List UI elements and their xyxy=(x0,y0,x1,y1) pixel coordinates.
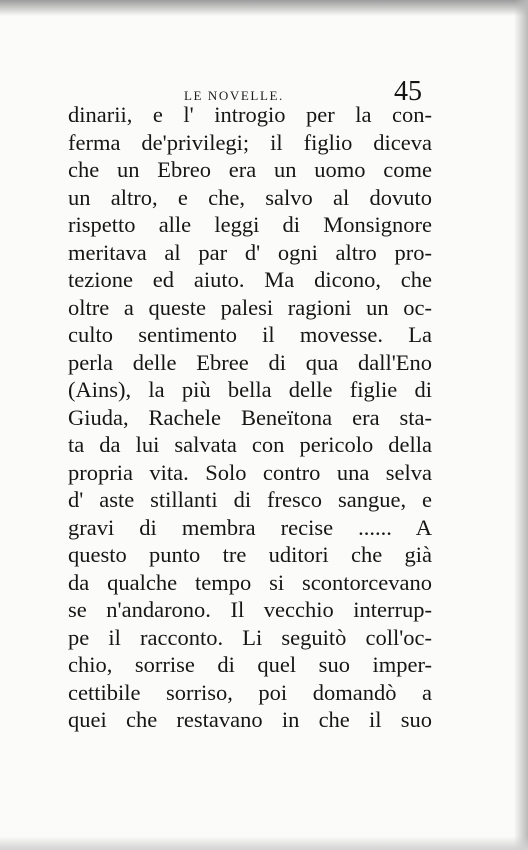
text-line: d' aste stillanti di fresco sangue, e xyxy=(68,487,432,512)
scan-shadow-right xyxy=(514,0,528,850)
text-line: propria vita. Solo contro una selva xyxy=(68,459,432,485)
text-line: che un Ebreo era un uomo come xyxy=(68,157,432,182)
text-line: quei che restavano in che il suo xyxy=(68,707,432,732)
text-line: rispetto alle leggi di Monsignore xyxy=(68,212,432,237)
text-line: questo punto tre uditori che già xyxy=(68,542,432,567)
page-number: 45 xyxy=(394,76,422,107)
text-line: (Ains), la più bella delle figlie di xyxy=(68,377,432,402)
text-line: se n'andarono. Il vecchio interrup- xyxy=(68,597,432,622)
text-line: perla delle Ebree di qua dall'Eno xyxy=(68,349,432,375)
text-line: chio, sorrise di quel suo imper- xyxy=(68,652,432,677)
text-line: cettibile sorriso, poi domandò a xyxy=(68,679,432,705)
text-line: tezione ed aiuto. Ma dicono, che xyxy=(68,267,432,292)
text-line: ferma de'privilegi; il figlio diceva xyxy=(68,129,432,155)
body-text xyxy=(68,101,432,734)
text-line: gravi di membra recise ...... A xyxy=(68,514,432,540)
text-line: ta da lui salvata con pericolo della xyxy=(68,432,432,457)
scan-shadow-bottom xyxy=(0,836,528,850)
text-line: dinarii, e l' introgio per la con- xyxy=(68,102,432,127)
text-line: oltre a queste palesi ragioni un oc- xyxy=(68,294,432,320)
running-head: LE NOVELLE. xyxy=(184,88,284,103)
text-line: da qualche tempo si scontorcevano xyxy=(68,569,432,595)
text-line: pe il racconto. Li seguitò coll'oc- xyxy=(68,624,432,650)
text-line: un altro, e che, salvo al dovuto xyxy=(68,184,432,210)
scan-shadow-top xyxy=(0,0,528,16)
text-line: Giuda, Rachele Beneïtona era sta- xyxy=(68,404,432,430)
text-line: meritava al par d' ogni altro pro- xyxy=(68,239,432,265)
text-line: culto sentimento il movesse. La xyxy=(68,322,432,347)
